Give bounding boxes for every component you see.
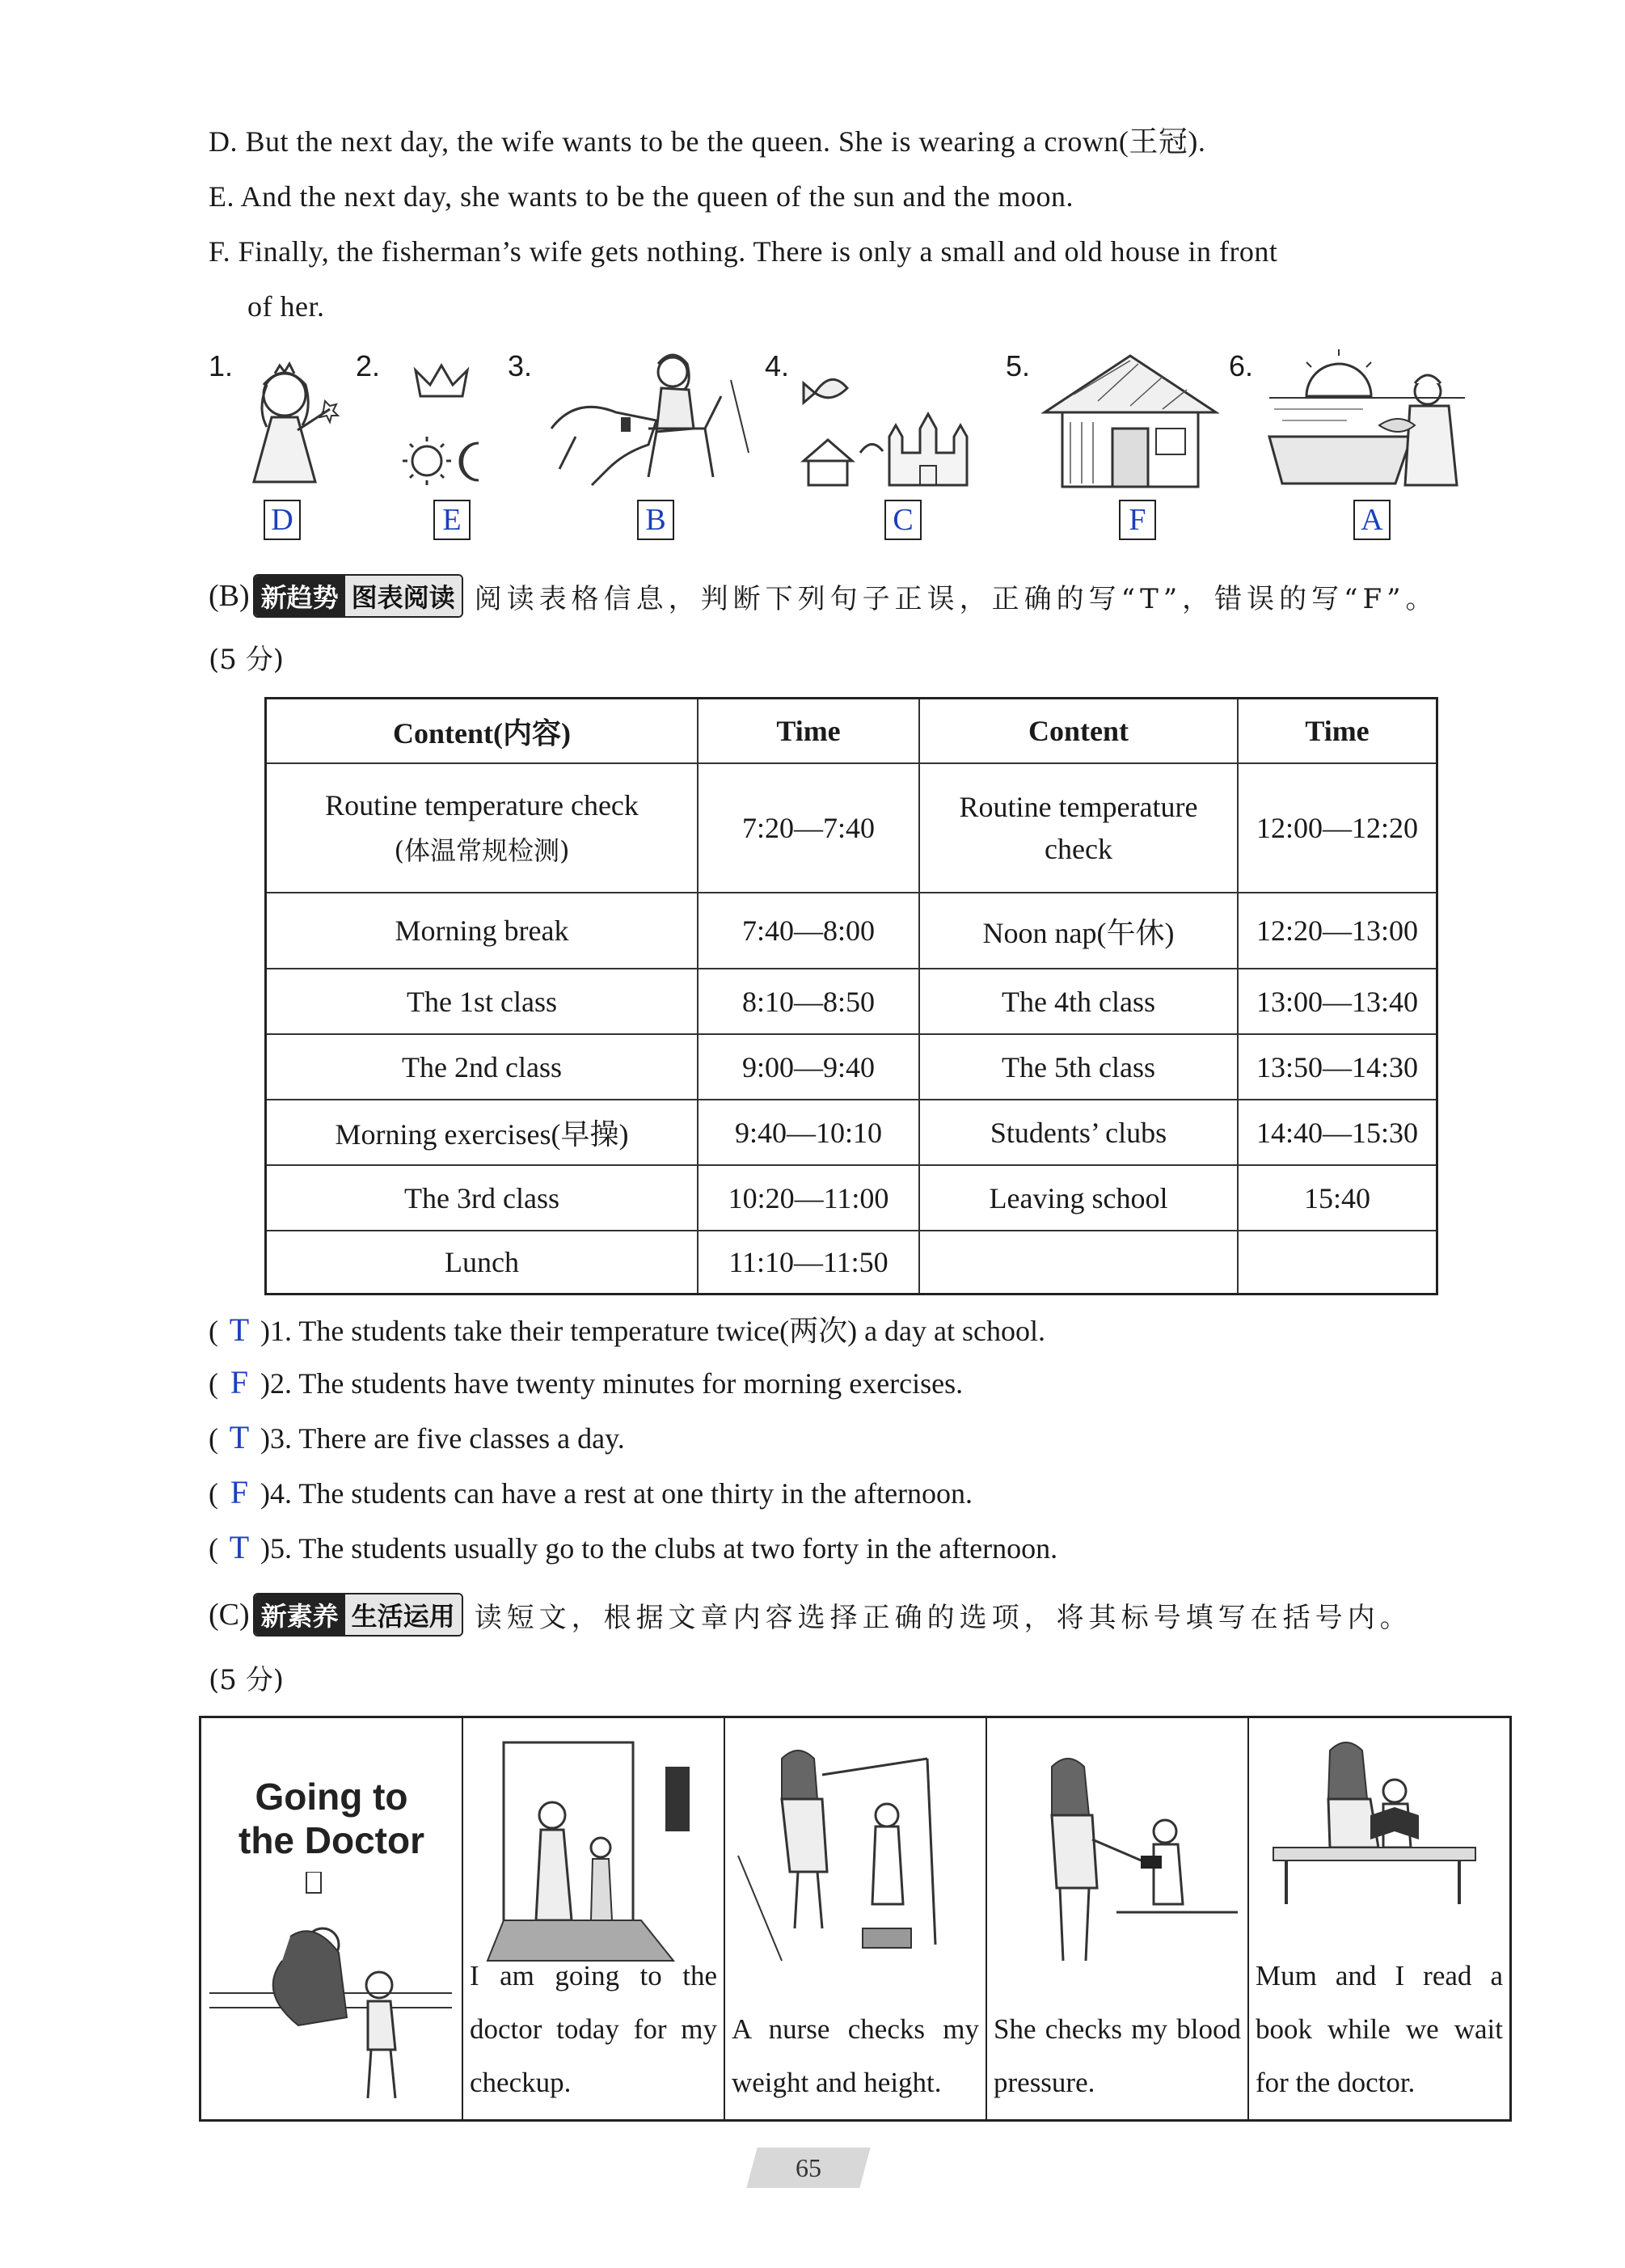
table-cell: 15:40 (1238, 1165, 1437, 1231)
answer-box[interactable]: A (1353, 500, 1391, 540)
cell-text: Routine temperature (959, 791, 1198, 823)
tag-dark: 新趋势 (255, 576, 345, 616)
comic-strip (199, 1716, 1512, 2122)
table-cell: 13:50—14:30 (1238, 1034, 1437, 1100)
blood-pressure-illustration-icon (995, 1726, 1238, 1969)
tag-dark: 新素养 (255, 1594, 345, 1635)
comic-panel (725, 1718, 987, 2119)
story-line-f-cont: of her. (247, 290, 325, 323)
table-cell: Noon nap(午休) (919, 893, 1238, 969)
table-cell: Morning exercises(早操) (266, 1100, 699, 1165)
tf-answer[interactable]: T (229, 1311, 250, 1348)
table-cell: 11:10—11:50 (698, 1231, 919, 1294)
table-row (266, 1165, 1437, 1231)
reading-book-illustration-icon (1257, 1726, 1500, 1945)
table-cell: The 3rd class (266, 1165, 699, 1231)
fisherman-boat-icon (1266, 348, 1468, 493)
table-header: Content(内容) (266, 699, 699, 764)
table-row (266, 969, 1437, 1034)
queen-icon (234, 353, 356, 490)
picture-number: 1. (209, 349, 234, 382)
table-header-row (266, 699, 1437, 764)
answer-box[interactable]: F (1119, 500, 1156, 540)
section-label: (C) (209, 1598, 250, 1632)
table-row (266, 1231, 1437, 1294)
cell-text: check (1045, 833, 1112, 865)
table-row (266, 1034, 1437, 1100)
tf-text: )5. The students usually go to the clubs at two forty in the afternoon. (260, 1532, 1058, 1565)
table-header: Content (919, 699, 1238, 764)
comic-panel (1249, 1718, 1509, 2119)
comic-caption: She checks my blood pressure. (994, 2013, 1241, 2098)
section-b-header (209, 574, 1437, 618)
table-cell: 9:00—9:40 (698, 1034, 919, 1100)
table-cell: The 4th class (919, 969, 1238, 1034)
comic-caption: I am going to the doctor today for my checkup. (470, 1960, 717, 2098)
answer-box[interactable]: B (637, 500, 674, 540)
table-cell: 12:20—13:00 (1238, 893, 1437, 969)
tf-answer[interactable]: F (230, 1364, 249, 1400)
tf-item: ( F )4. The students can have a rest at one thirty in the afternoon. (209, 1474, 973, 1510)
tf-text: )2. The students have twenty minutes for morning exercises. (260, 1367, 964, 1400)
table-cell: 12:00—12:20 (1238, 763, 1437, 893)
tf-text: )4. The students can have a rest at one thirty in the afternoon. (260, 1477, 973, 1510)
tf-text: )3. There are five classes a day. (260, 1422, 625, 1455)
picture-number: 4. (765, 349, 790, 382)
comic-title (201, 1775, 462, 1862)
table-cell: The 1st class (266, 969, 699, 1034)
tf-item: ( T )5. The students usually go to the clubs at two forty in the afternoon. (209, 1529, 1058, 1565)
story-line-f: F. Finally, the fisherman’s wife gets nothing. There is only a small and old house in front (209, 235, 1278, 268)
section-score: (5 分) (209, 644, 284, 676)
cell-text: Routine temperature check (325, 789, 639, 821)
picture-number: 2. (356, 349, 381, 382)
tf-item: ( T )3. There are five classes a day. (209, 1419, 625, 1455)
table-row (266, 763, 1437, 893)
nurse-weight-illustration-icon (733, 1726, 976, 1969)
tf-answer[interactable]: F (230, 1474, 249, 1510)
table-cell: 7:20—7:40 (698, 763, 919, 893)
section-score: (5 分) (209, 1664, 284, 1696)
tf-item: ( T )1. The students take their temperature twice(两次) a day at school. (209, 1311, 1045, 1348)
table-cell: 13:00—13:40 (1238, 969, 1437, 1034)
tf-text: )1. The students take their temperature twice(两次) a day at school. (260, 1315, 1045, 1347)
table-cell: Leaving school (919, 1165, 1238, 1231)
section-tag (253, 1593, 463, 1637)
comic-panel (463, 1718, 725, 2119)
section-instruction: 读短文，根据文章内容选择正确的选项，将其标号填写在括号内。 (474, 1601, 1412, 1634)
table-cell: 7:40—8:00 (698, 893, 919, 969)
section-label: (B) (209, 579, 250, 613)
story-line-d: D. But the next day, the wife wants to be the queen. She is wearing a crown(王冠). (209, 125, 1206, 158)
table-cell: The 5th class (919, 1034, 1238, 1100)
old-house-icon (1041, 348, 1219, 493)
table-row (266, 893, 1437, 969)
table-cell: 9:40—10:10 (698, 1100, 919, 1165)
fish-castle-icon (799, 356, 977, 493)
table-cell: The 2nd class (266, 1034, 699, 1100)
comic-panel-cover (201, 1718, 463, 2119)
walking-in-illustration-icon (471, 1726, 714, 1969)
woman-dog-icon (543, 348, 753, 493)
comic-caption: A nurse checks my weight and height. (732, 2013, 979, 2098)
table-cell: 10:20—11:00 (698, 1165, 919, 1231)
table-cell: 8:10—8:50 (698, 969, 919, 1034)
table-cell (266, 763, 699, 893)
page-number (746, 2148, 870, 2188)
table-row (266, 1100, 1437, 1165)
schedule-table (264, 697, 1438, 1295)
comic-title-line: the Doctor (238, 1819, 424, 1861)
table-cell: 14:40—15:30 (1238, 1100, 1437, 1165)
table-cell (1238, 1231, 1437, 1294)
story-line-e: E. And the next day, she wants to be the queen of the sun and the moon. (209, 180, 1074, 213)
tag-light: 生活运用 (345, 1594, 462, 1635)
tag-light: 图表阅读 (345, 576, 462, 616)
table-cell: Lunch (266, 1231, 699, 1294)
comic-panel (987, 1718, 1249, 2119)
table-header: Time (1238, 699, 1437, 764)
section-tag (253, 574, 463, 618)
answer-box[interactable]: D (264, 500, 301, 540)
comic-caption: Mum and I read a book while we wait for the doctor. (1256, 1960, 1503, 2098)
table-cell (919, 763, 1238, 893)
table-header: Time (698, 699, 919, 764)
answer-box[interactable]: E (433, 500, 471, 540)
mother-daughter-illustration-icon (209, 1872, 452, 2106)
picture-number: 5. (1006, 349, 1031, 382)
crown-sun-moon-icon (391, 359, 496, 488)
table-cell: Students’ clubs (919, 1100, 1238, 1165)
picture-number: 3. (508, 349, 533, 382)
table-cell (919, 1231, 1238, 1294)
section-instruction: 阅读表格信息，判断下列句子正误，正确的写“T”，错误的写“F”。 (474, 582, 1438, 615)
section-c-header (209, 1593, 1412, 1637)
answer-box[interactable]: C (884, 500, 922, 540)
picture-number: 6. (1229, 349, 1254, 382)
table-cell: Morning break (266, 893, 699, 969)
page-number-text: 65 (796, 2153, 821, 2182)
tf-answer[interactable]: T (229, 1419, 250, 1455)
tf-answer[interactable]: T (229, 1529, 250, 1565)
cell-text-cn: (体温常规检测) (394, 835, 570, 866)
tf-item: ( F )2. The students have twenty minutes for morning exercises. (209, 1364, 964, 1400)
comic-title-line: Going to (255, 1776, 408, 1818)
